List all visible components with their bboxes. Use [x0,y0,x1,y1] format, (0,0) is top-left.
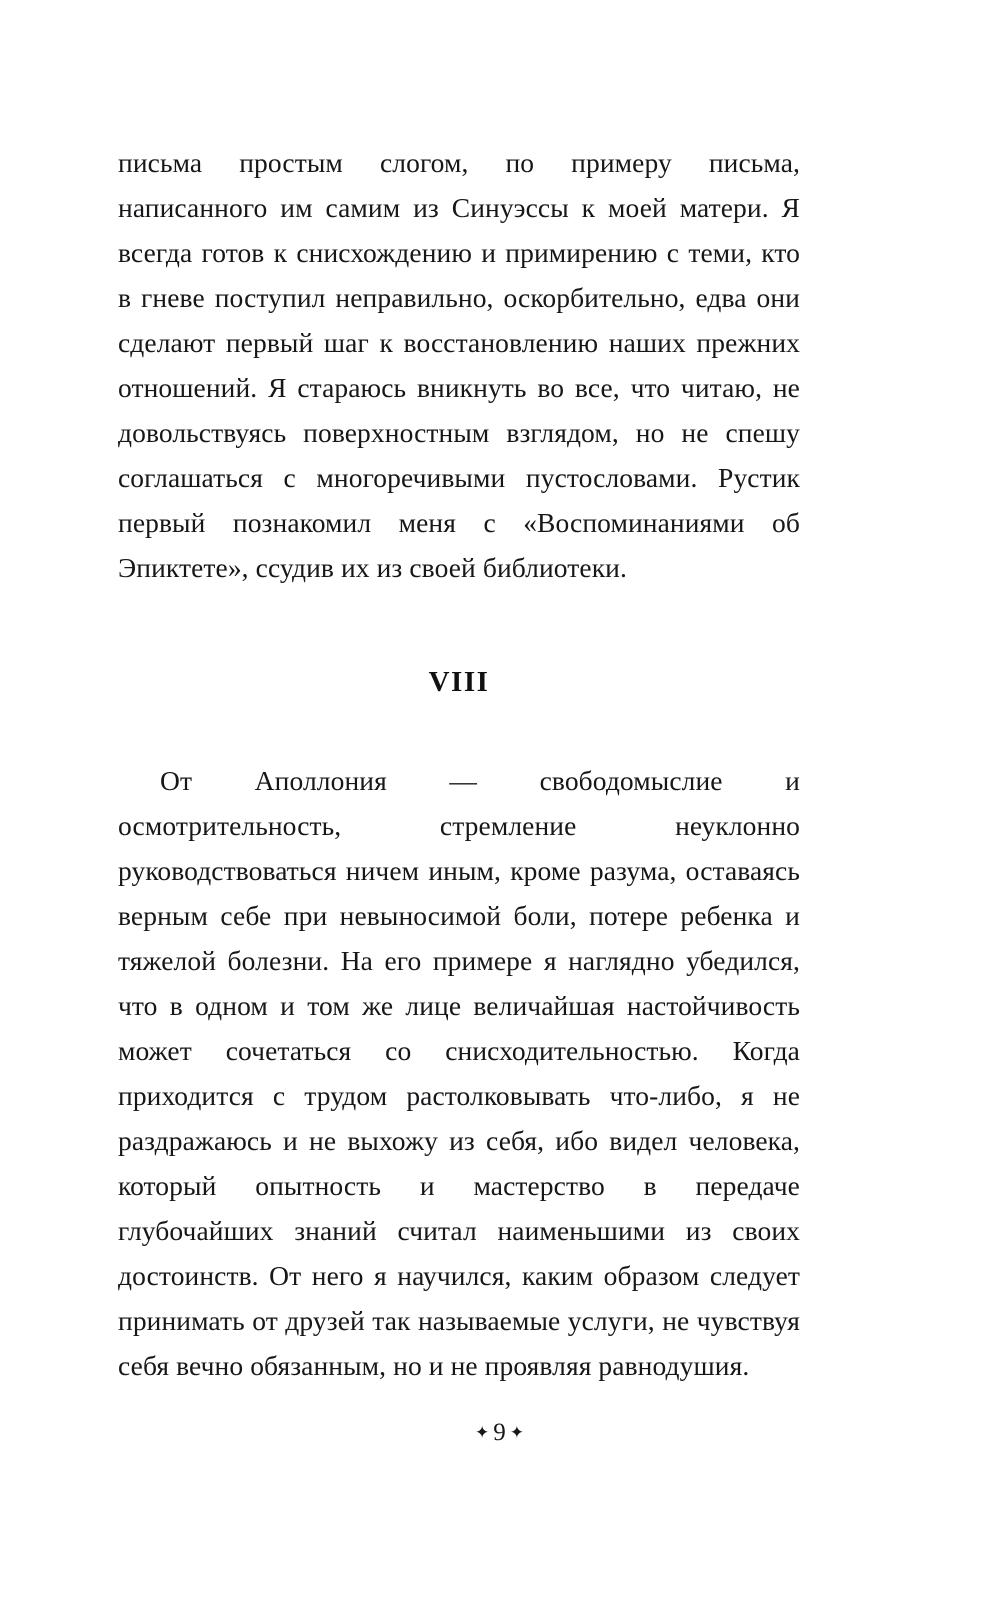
folio-ornament-right-icon: ✦ [509,1423,525,1442]
page-number: 9 [493,1419,507,1446]
folio-ornament-left-icon: ✦ [475,1423,491,1442]
paragraph-continuation: письма простым слогом, по примеру письма, написанного им самим из Синуэссы к моей матери. Я всегда готов к снисхождению и примирению с теми, кто в гневе поступил неправильно, оскорбительно, едва они сделают первый шаг к восстановлению наших прежних отношений. Я стараюсь вникнуть во все, что читаю, не довольствуясь поверхностным взглядом, но не спешу соглашаться с многоречивыми пустословами. Рустик первый познакомил меня с «Воспоминаниями об Эпиктете», ссудив их из своей библиотеки. [118,147,800,583]
page-text-column [118,140,800,1388]
spacer-after-chapter [118,702,800,758]
spacer-before-chapter [118,590,800,662]
paragraph-apollonius: От Аполлония — свободомыслие и осмотрительность, стремление неуклонно руководствоваться ничем иным, кроме разума, оставаясь верным себе при невыносимой боли, потере ребенка и тяжелой болезни. На его примере я наглядно убедился, что в одном и том же лице величайшая настойчивость может сочетаться со снисходительностью. Когда приходится с трудом растолковывать что-либо, я не раздражаюсь и не выхожу из себя, ибо видел человека, который опытность и мастерство в передаче глубочайших знаний считал наименьшими из своих достоинств. От него я научился, каким образом следует принимать от друзей так называемые услуги, не чувствуя себя вечно обязанным, но и не проявляя равнодушия. [118,765,800,1381]
chapter-number-heading: VIII [428,666,490,698]
page-folio [0,1418,1000,1448]
